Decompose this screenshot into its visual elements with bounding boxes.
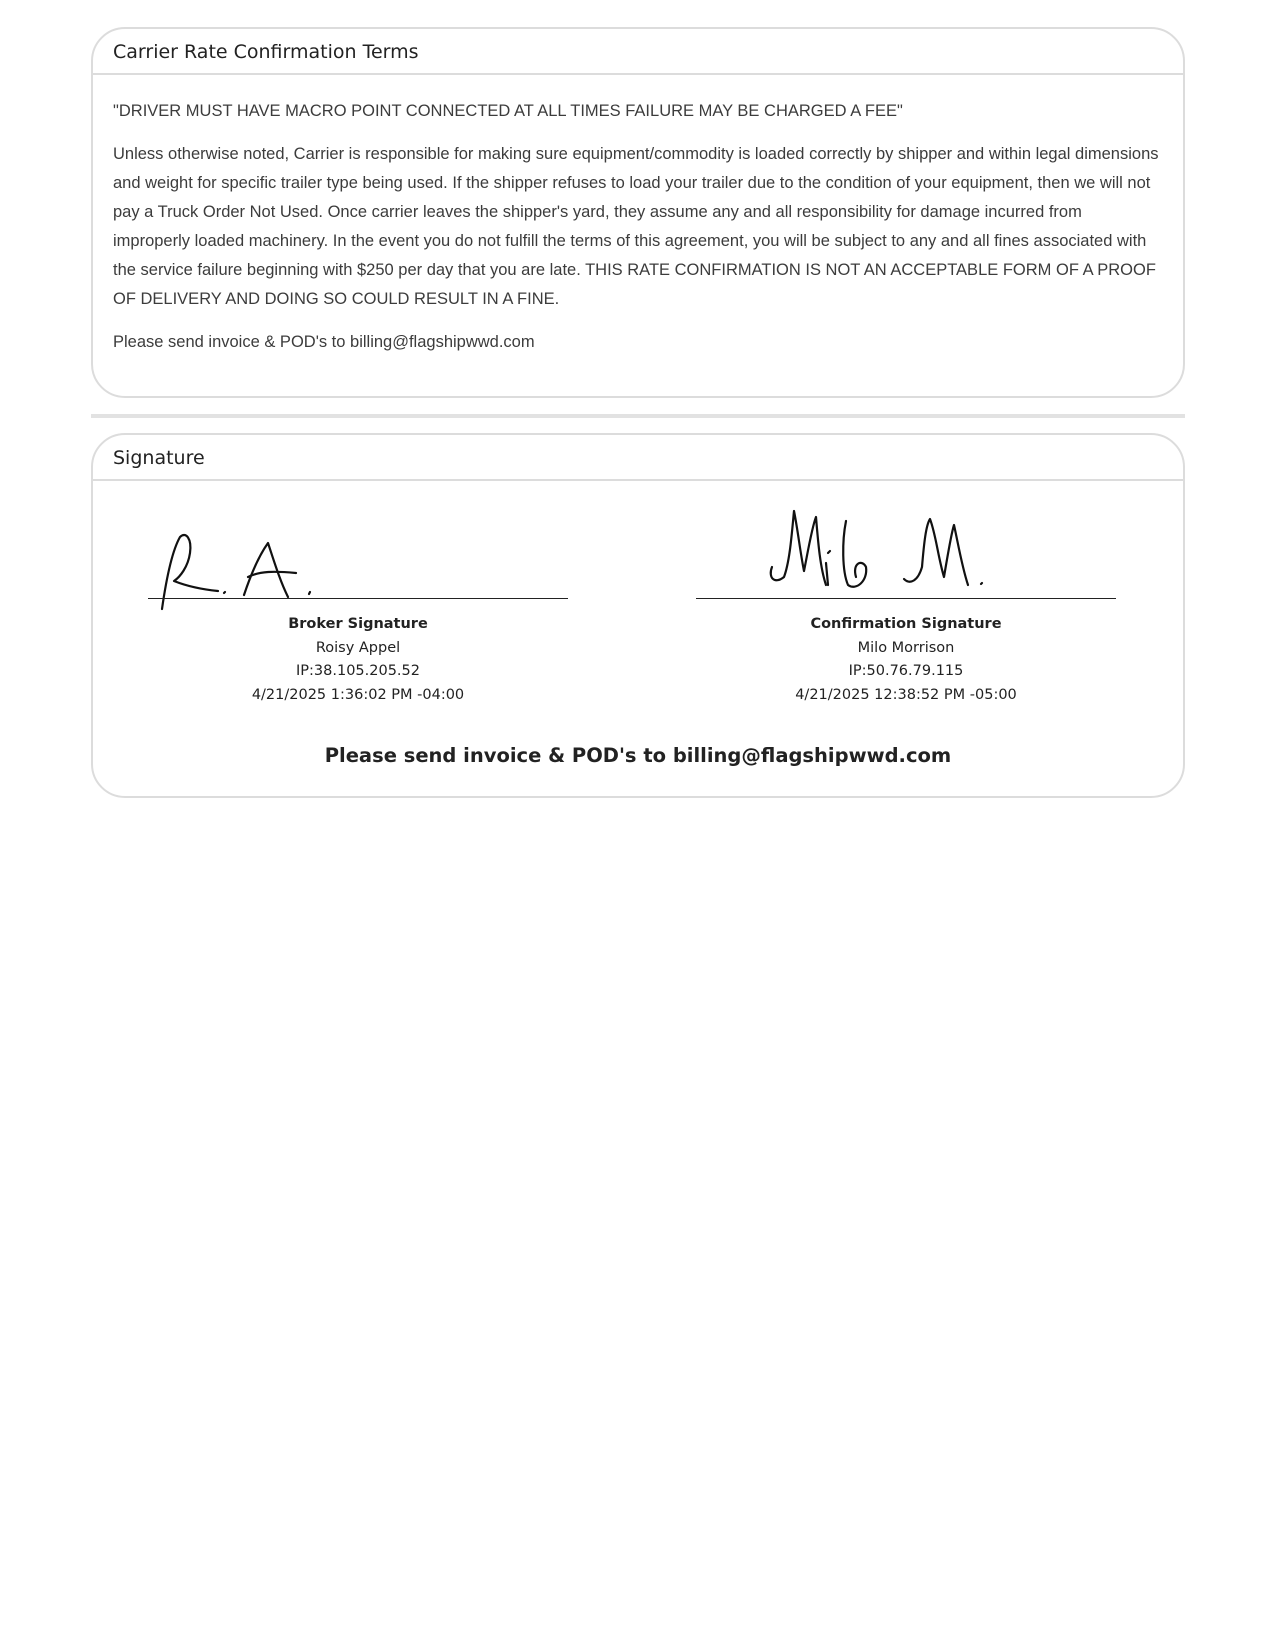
confirmation-signature-role: Confirmation Signature (810, 616, 1002, 632)
confirmation-timestamp: 4/21/2025 12:38:52 PM -05:00 (795, 686, 1017, 703)
signature-title: Signature (93, 435, 1183, 481)
terms-body (93, 75, 1183, 357)
broker-signature-block (148, 481, 568, 707)
broker-timestamp: 4/21/2025 1:36:02 PM -04:00 (251, 686, 465, 703)
section-divider (91, 414, 1185, 418)
confirmation-signature-drawing (696, 481, 1116, 611)
broker-signature-role: Broker Signature (288, 616, 428, 632)
signature-card (91, 433, 1185, 798)
macro-point-notice: "DRIVER MUST HAVE MACRO POINT CONNECTED AT ALL TIMES FAILURE MAY BE CHARGED A FEE" (113, 102, 903, 120)
confirmation-ip: IP:50.76.79.115 (848, 663, 964, 679)
confirmation-name: Milo Morrison (857, 639, 955, 656)
broker-signature-image (148, 481, 568, 601)
broker-ip: IP:38.105.205.52 (296, 663, 420, 679)
broker-signature-line (148, 598, 568, 599)
terms-paragraph: Unless otherwise noted, Carrier is responsible for making sure equipment/commodity is loaded correctly by shipper and within legal dimensions and weight for specific trailer type being used. If the shipper refuses to load your trailer due to the condition of your equipment, then we will not pay a Truck Order Not Used. Once carrier leaves the shipper's yard, they assume any and all responsibility for damage incurred from improperly loaded machinery. In the event you do not fulfill the terms of this agreement, you will be subject to any and all fines associated with the service failure beginning with $250 per day that you are late. THIS RATE CONFIRMATION IS NOT AN ACCEPTABLE FORM OF A PROOF OF DELIVERY AND DOING SO COULD RESULT IN A FINE. (113, 145, 1159, 308)
terms-title: Carrier Rate Confirmation Terms (93, 29, 1183, 75)
billing-note: Please send invoice & POD's to billing@flagshipwwd.com (113, 333, 535, 351)
billing-footer: Please send invoice & POD's to billing@flagshipwwd.com (324, 744, 952, 767)
confirmation-signature-image (696, 481, 1116, 601)
confirmation-signature-line (696, 598, 1116, 599)
broker-signature-drawing (148, 481, 568, 611)
broker-signature-meta (148, 613, 568, 707)
confirmation-signature-meta (696, 613, 1116, 707)
broker-name: Roisy Appel (315, 639, 401, 656)
confirmation-signature-block (696, 481, 1116, 707)
terms-card (91, 27, 1185, 398)
